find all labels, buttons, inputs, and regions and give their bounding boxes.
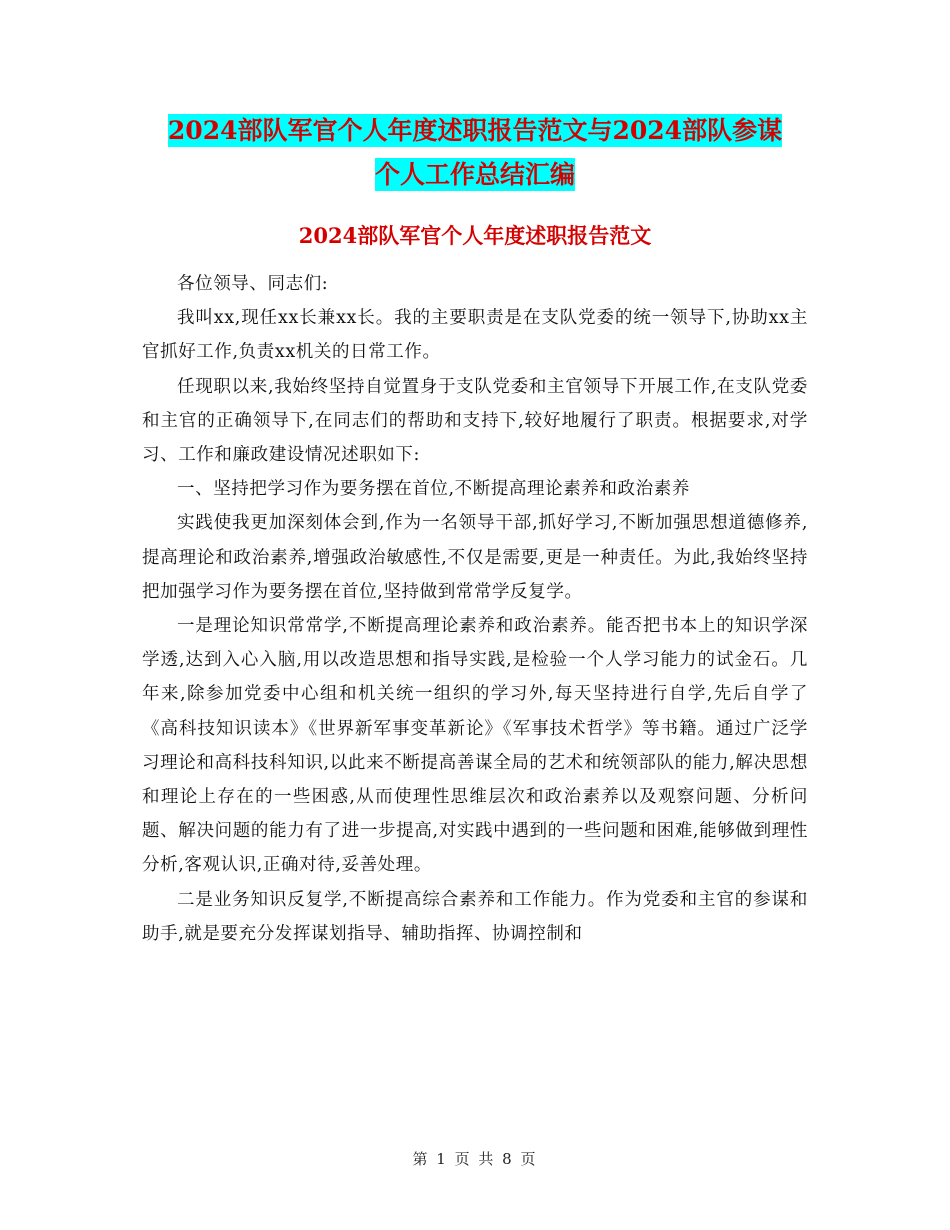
salutation-paragraph: 各位领导、同志们: <box>177 274 329 294</box>
document-title-line-1-text: 2024部队军官个人年度述职报告范文与2024部队参谋 <box>167 116 783 145</box>
section-heading: 2024部队军官个人年度述职报告范文 <box>298 223 652 248</box>
document-title-line-2-text: 个人工作总结汇编 <box>374 160 575 189</box>
body-paragraph: 任现职以来,我始终坚持自觉置身于支队党委和主官领导下开展工作,在支队党委和主官的正确领导下,在同志们的帮助和支持下,较好地履行了职责。根据要求,对学习、工作和廉政建设情况述职如下: <box>142 376 808 466</box>
body-paragraph: 二是业务知识反复学,不断提高综合素养和工作能力。作为党委和主官的参谋和助手,就是要充分发挥谋划指导、辅助指挥、协调控制和 <box>142 889 808 944</box>
document-body <box>142 267 808 951</box>
body-paragraph: 一是理论知识常常学,不断提高理论素养和政治素养。能否把书本上的知识学深学透,达到入心入脑,用以改造思想和指导实践,是检验一个人学习能力的试金石。几年来,除参加党委中心组和机关统一组织的学习外,每天坚持进行自学,先后自学了《高科技知识读本》《世界新军事变革新论》《军事技术哲学》等书籍。通过广泛学习理论和高科技科知识,以此来不断提高善谋全局的艺术和统领部队的能力,解决思想和理论上存在的一些困惑,从而使理性思维层次和政治素养以及观察问题、分析问题、解决问题的能力有了进一步提高,对实践中遇到的一些问题和困难,能够做到理性分析,客观认识,正确对待,妥善处理。 <box>142 616 808 876</box>
subheading-paragraph: 一、坚持把学习作为要务摆在首位,不断提高理论素养和政治素养 <box>177 479 690 500</box>
body-paragraph: 实践使我更加深刻体会到,作为一名领导干部,抓好学习,不断加强思想道德修养,提高理论和政治素养,增强政治敏感性,不仅是需要,更是一种责任。为此,我始终坚持把加强学习作为要务摆在首位,坚持做到常常学反复学。 <box>142 513 808 602</box>
page-number-footer: 第 1 页 共 8 页 <box>412 1150 538 1168</box>
document-title-line-1 <box>0 112 950 150</box>
document-title-line-2 <box>0 156 950 194</box>
body-paragraph: 我叫xx,现任xx长兼xx长。我的主要职责是在支队党委的统一领导下,协助xx主官抓好工作,负责xx机关的日常工作。 <box>142 308 808 363</box>
